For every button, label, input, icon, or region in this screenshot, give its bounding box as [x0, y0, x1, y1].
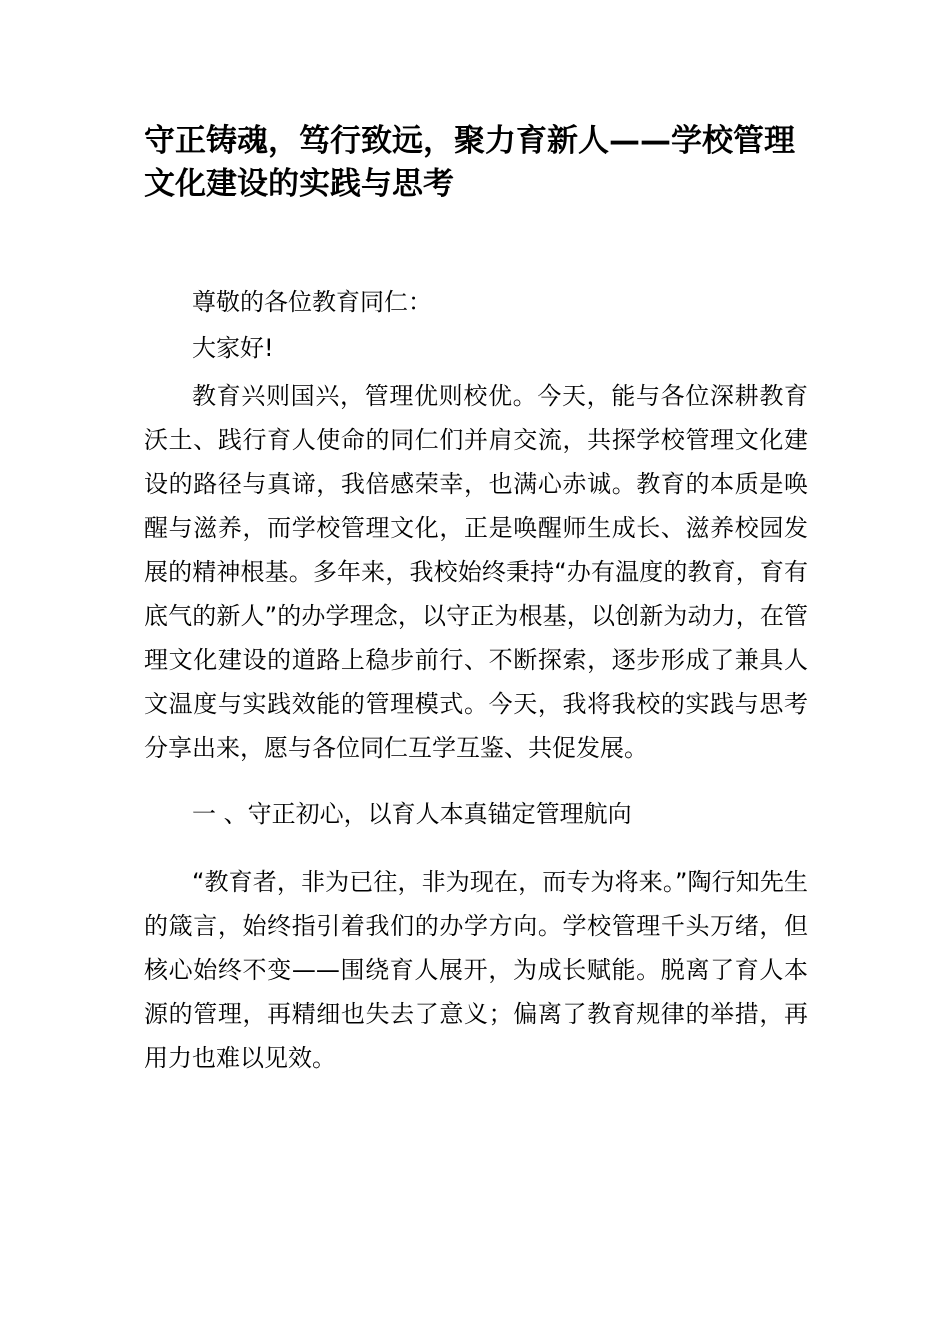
greeting: 大家好! [192, 334, 274, 362]
salutation: 尊敬的各位教育同仁： [192, 288, 432, 316]
document-title: 守正铸魂，笃行致远，聚力育新人——学校管理文化建设的实践与思考 [144, 123, 795, 202]
document-page [144, 120, 808, 1080]
section-heading: 一 、守正初心，以育人本真锚定管理航向 [192, 800, 632, 828]
intro-paragraph: 教育兴则国兴，管理优则校优。今天，能与各位深耕教育沃土、践行育人使命的同仁们并肩交流，共探学校管理文化建设的路径与真谛，我倍感荣幸，也满心赤诚。教育的本质是唤醒与滋养，而学校管理文化，正是唤醒师生成长、滋养校园发展的精神根基。多年来，我校始终秉持“办有温度的教育，育有底气的新人”的办学理念，以守正为根基，以创新为动力，在管理文化建设的道路上稳步前行、不断探索，逐步形成了兼具人文温度与实践效能的管理模式。今天，我将我校的实践与思考分享出来，愿与各位同仁互学互鉴、共促发展。 [144, 382, 808, 762]
section-paragraph: “教育者，非为已往，非为现在，而专为将来。”陶行知先生的箴言，始终指引着我们的办学方向。学校管理千头万绪，但核心始终不变——围绕育人展开，为成长赋能。脱离了育人本源的管理，再精细也失去了意义；偏离了教育规律的举措，再用力也难以见效。 [144, 868, 808, 1072]
